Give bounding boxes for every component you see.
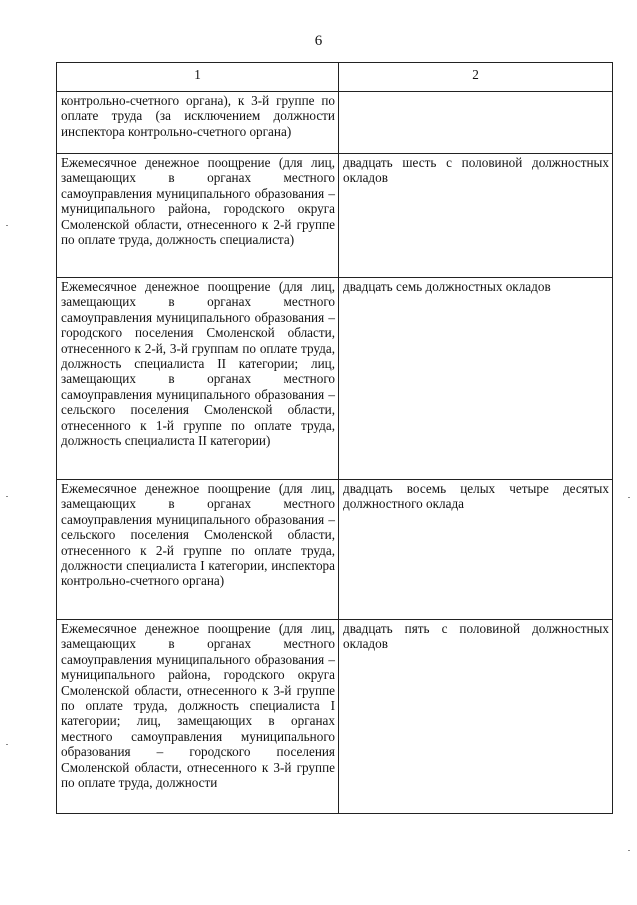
row-amount xyxy=(339,92,613,154)
row-description: Ежемесячное денежное поощрение (для лиц, замещающих в органах местного самоуправления муниципального образования – муниципального района, городского округа Смоленской области, отнесенного к 3-й группе по оплате труда, должность специалиста I категории; лиц, замещающих в органах местного самоуправления муниципального образования – городского поселения Смоленской области, отнесенного к 3-й группе по оплате труда, должности xyxy=(57,620,339,814)
scan-mark xyxy=(6,496,8,497)
table-row xyxy=(57,154,613,278)
row-description: Ежемесячное денежное поощрение (для лиц, замещающих в органах местного самоуправления муниципального образования – муниципального района, городского округа Смоленской области, отнесенного к 2-й группе по оплате труда, должность специалиста) xyxy=(57,154,339,278)
row-amount: двадцать пять с половиной должностных окладов xyxy=(339,620,613,814)
table-row xyxy=(57,480,613,620)
table-row xyxy=(57,620,613,814)
scan-mark xyxy=(6,225,8,226)
table-row xyxy=(57,278,613,480)
allowance-table xyxy=(56,62,613,814)
column-header-1: 1 xyxy=(57,63,339,92)
table-header-row xyxy=(57,63,613,92)
scan-mark xyxy=(628,497,630,498)
row-amount: двадцать шесть с половиной должностных окладов xyxy=(339,154,613,278)
scan-mark xyxy=(6,744,8,745)
row-description: контрольно-счетного органа), к 3-й группе по оплате труда (за исключением должности инспектора контрольно-счетного органа) xyxy=(57,92,339,154)
row-amount: двадцать семь должностных окладов xyxy=(339,278,613,480)
row-description: Ежемесячное денежное поощрение (для лиц, замещающих в органах местного самоуправления муниципального образования – городского поселения Смоленской области, отнесенного к 2-й, 3-й группам по оплате труда, должность специалиста II категории; лиц, замещающих в органах местного самоуправления муниципального образования – сельского поселения Смоленской области, отнесенного к 1-й группе по оплате труда, должность специалиста II категории) xyxy=(57,278,339,480)
page-number: 6 xyxy=(314,33,323,49)
row-amount: двадцать восемь целых четыре десятых должностного оклада xyxy=(339,480,613,620)
table-row xyxy=(57,92,613,154)
scan-mark xyxy=(628,850,630,851)
row-description: Ежемесячное денежное поощрение (для лиц, замещающих в органах местного самоуправления муниципального образования – сельского поселения Смоленской области, отнесенного к 2-й группе по оплате труда, должности специалиста I категории, инспектора контрольно-счетного органа) xyxy=(57,480,339,620)
column-header-2: 2 xyxy=(339,63,613,92)
